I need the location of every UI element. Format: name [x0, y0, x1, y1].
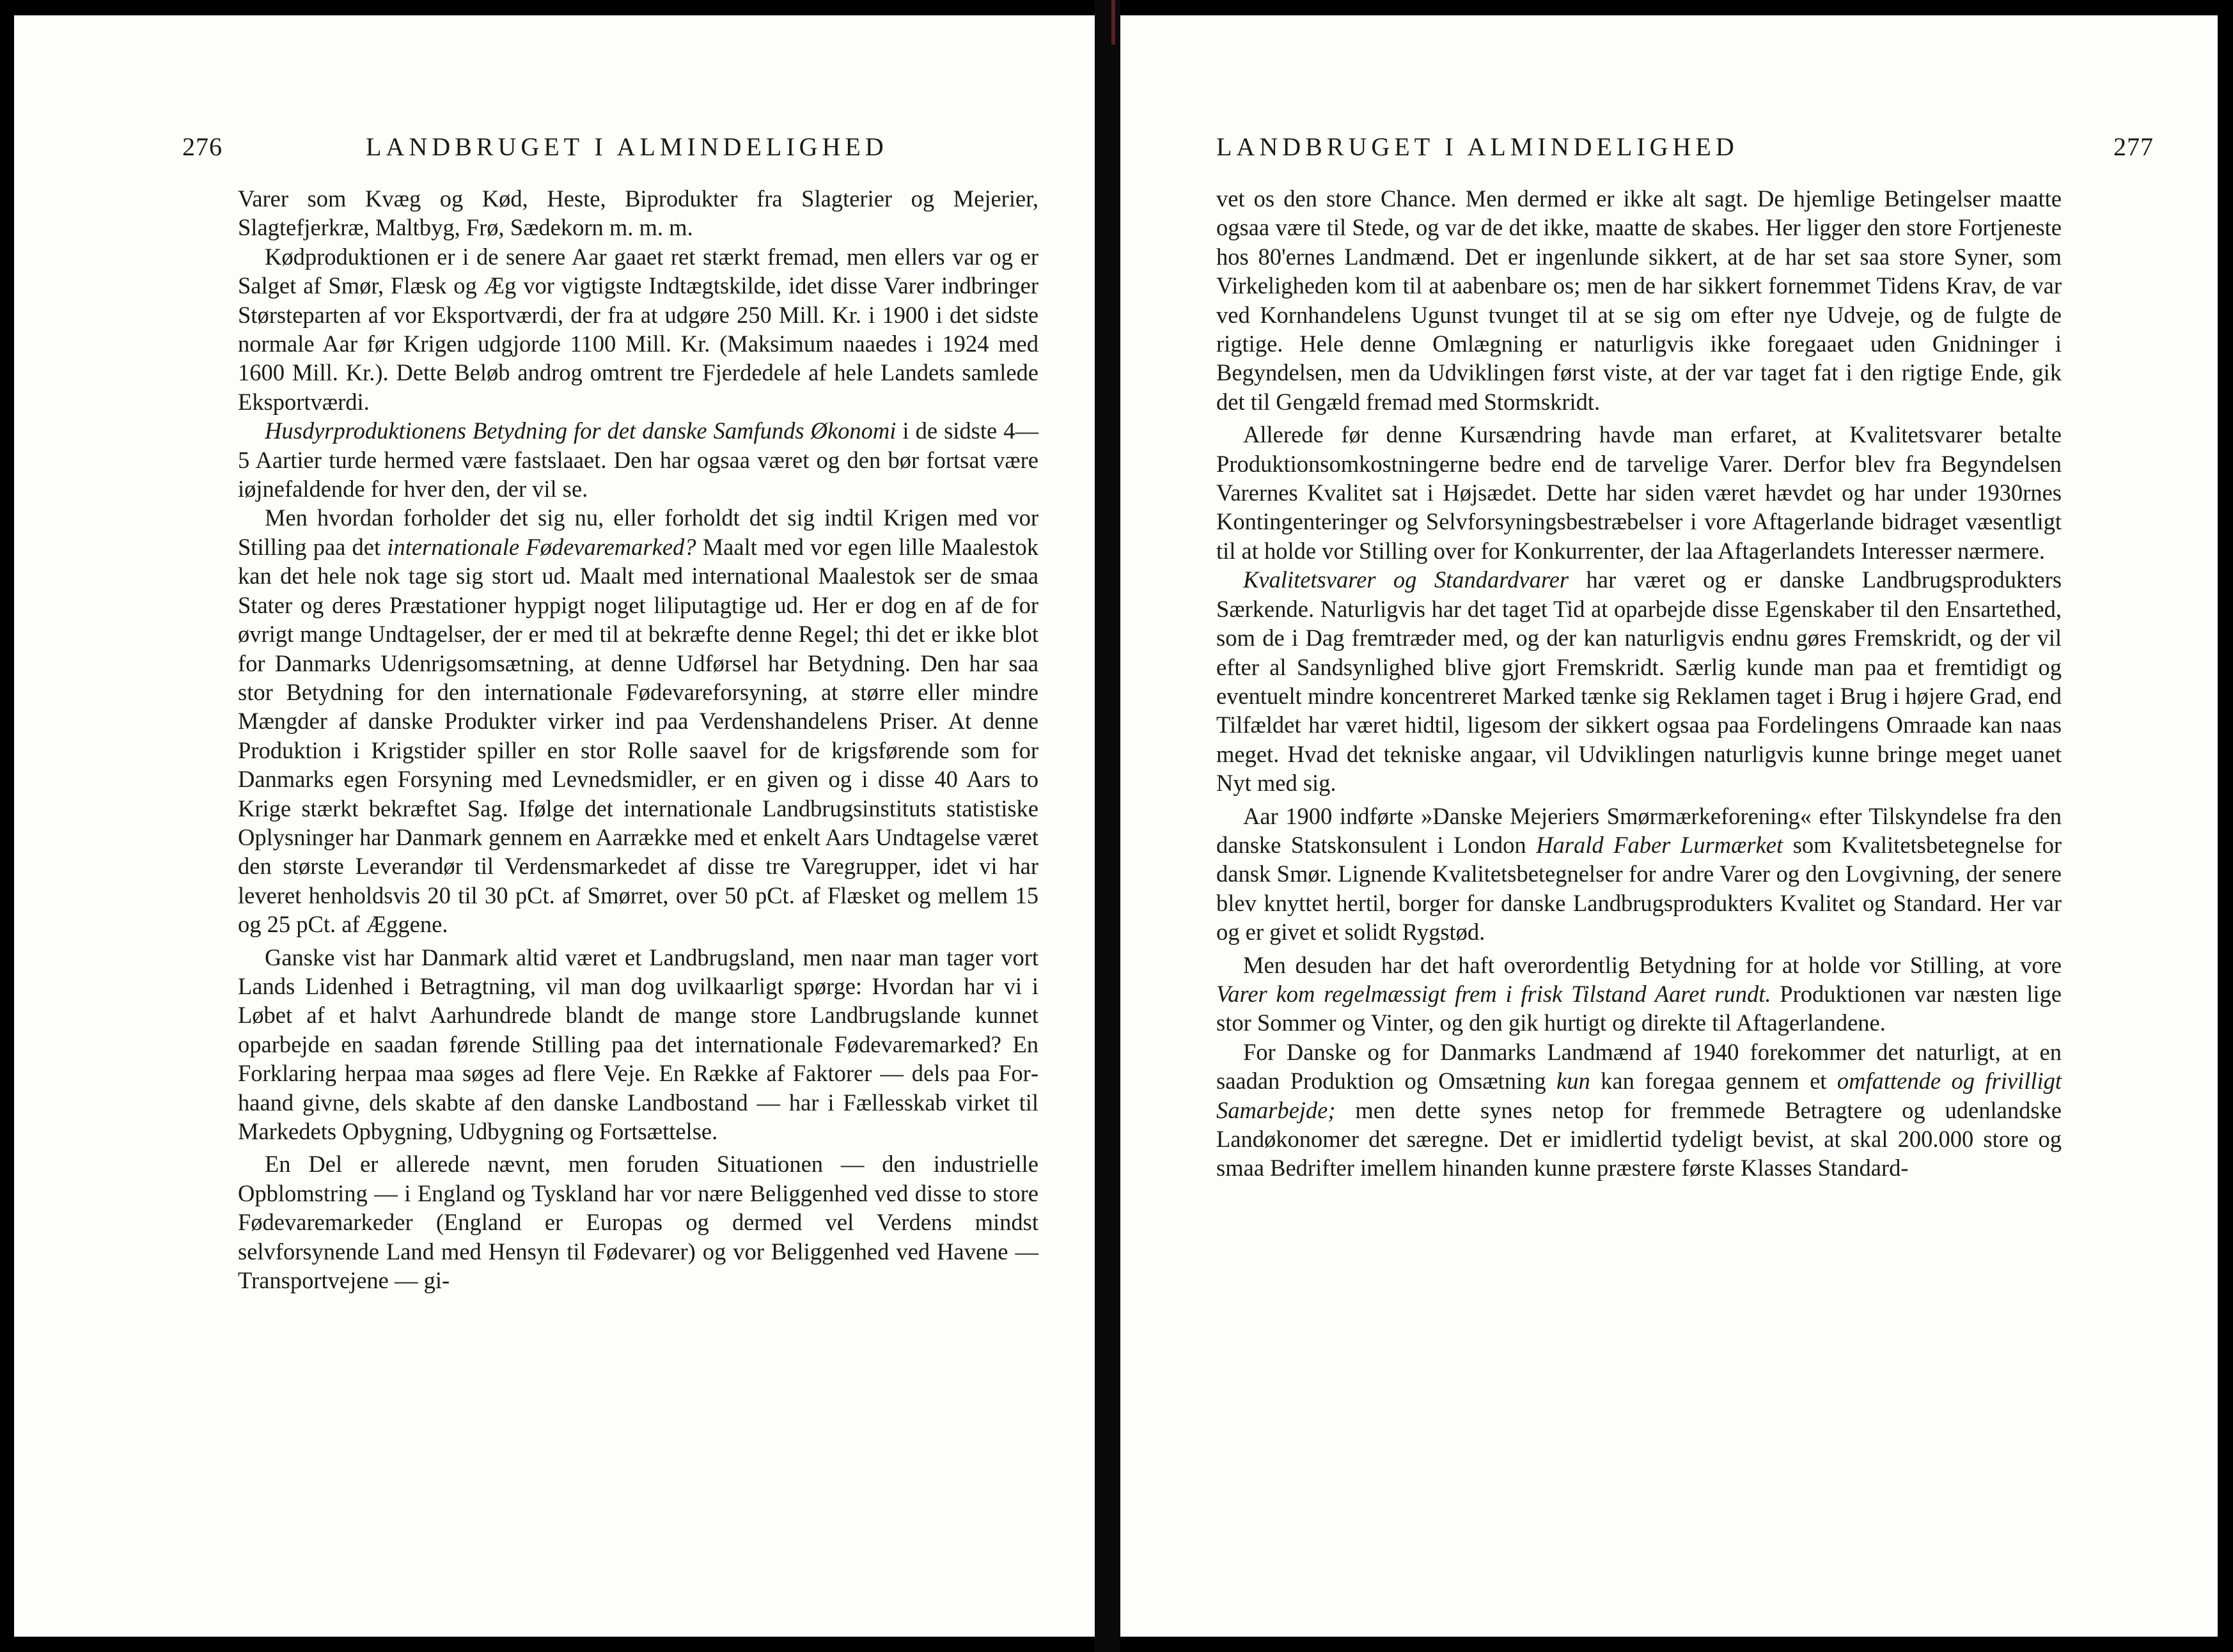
right-body-text [1216, 184, 2062, 1183]
text-run: Maalt med vor egen lille Maalestok kan det hele nok tage sig stort ud. Maalt med international Maalestok ser de smaa Stater og deres Præstationer hyppigt noget liliputagtige ud. Her er dog en af de for øvrigt mange Undtagelser, der er med til at bekræfte denne Regel; thi det er ikke blot for Danmarks Udenrigsomsætning, at denne Udførsel har Betydning. Den har saa stor Betydning for den internationale Fødevareforsyning, at større eller mindre Mængder af danske Produkter virker ind paa Verdenshandelens Priser. At denne Produktion i Krigstider spiller en stor Rolle saavel for de krigsførende som for Danmarks egen Forsyning med Levnedsmidler, er en given og i disse 40 Aars to Krige stærkt bekræftet Sag. Ifølge det internationale Landbrugsinstituts statistiske Oplysninger har Danmark gennem en Aarrække med et enkelt Aars Undtagelse været den største Leverandør til Verdensmarkedet af disse tre Varegrupper, idet vi har leveret henholdsvis 20 til 30 pCt. af Smørret, over 50 pCt. af Flæsket og mellem 15 og 25 pCt. af Æggene. [238, 533, 1038, 938]
paragraph [1216, 802, 2062, 947]
paragraph [238, 242, 1038, 416]
text-run: kan foregaa gennem et [1590, 1068, 1837, 1095]
paragraph [1216, 951, 2062, 1038]
text-run: men dette synes netop for fremmede Betragtere og udenlandske Landøkonomer det særegne. Det er imidlertid tydeligt bevist, at skal 200.000 store og smaa Bedrifter imellem hinanden kunne præstere første Klasses Standard- [1216, 1096, 2062, 1181]
paragraph [238, 1149, 1038, 1295]
left-running-header [182, 128, 980, 166]
text-run: Varer som Kvæg og Kød, Heste, Biprodukter fra Slagterier og Mejerier, Slagtefjerkræ, Maltbyg, Frø, Sædekorn m. m. m. [238, 185, 1038, 241]
paragraph [238, 503, 1038, 939]
text-run: Men desuden har det haft overordentlig Betydning for at holde vor Stilling, at vore [1243, 951, 2062, 978]
running-head-title: LANDBRUGET I ALMINDELIGHED [1216, 132, 1739, 161]
text-run: En Del er allerede nævnt, men foruden Situationen — den industrielle Opblomstring — i England og Tyskland har vor nære Beliggenhed ved disse to store Fødevaremarkeder (England er Europas og dermed vel Verdens mindst selvforsynende Land med Hensyn til Fødevarer) og vor Beliggenhed ved Havene — Transportvejene — gi- [238, 1151, 1038, 1294]
left-page [14, 15, 1095, 1637]
page-number: 277 [2113, 132, 2154, 161]
paragraph [238, 416, 1038, 503]
text-run: i de sidste 4—5 Aartier turde hermed være fastslaaet. Den har ogsaa været og den bør fortsat være iøjnefaldende for hver den, der vil se. [238, 417, 1038, 503]
italic-phrase: Kvalitetsvarer og Standardvarer [1243, 566, 1569, 593]
italic-phrase: internationale Fødevaremarked? [387, 533, 696, 560]
text-run: Ganske vist har Danmark altid været et Landbrugsland, men naar man tager vort Lands Lidenhed i Betragtning, vil man dog uvilkaarligt spørge: Hvordan har vi i Løbet af et halvt Aarhundrede blandt de mange store Landbrugslande kunnet oparbejde en saadan førende Stilling paa det internationale Fødevaremarked? En Forklaring herpaa maa søges ad flere Veje. En Række af Faktorer — dels paa Forhaand givne, dels skabte af den danske Landbostand — har i Fællesskab virket til Markedets Opbygning, Udbygning og Fortsættelse. [238, 944, 1038, 1144]
italic-phrase: Harald Faber Lurmærket [1536, 831, 1783, 858]
right-running-header [1216, 128, 2154, 166]
text-run: vet os den store Chance. Men dermed er ikke alt sagt. De hjemlige Betingelser maatte ogsaa være til Stede, og var de det ikke, maatte de skabes. Her ligger den store Fortjeneste hos 80'ernes Landmænd. Det er ingenlunde sikkert, at de har set saa store Syner, som Virkeligheden kom til at aabenbare os; men de har sikkert fornemmet Tidens Krav, de var ved Kornhandelens Ugunst tvunget til at se sig om efter nye Udveje, og de fulgte de rigtige. Hele denne Omlægning er naturligvis ikke foregaaet uden Gnidninger i Begyndelsen, men da Udviklingen først viste, at der var taget fat i den rigtige Ende, gik det til Gengæld fremad med Stormskridt. [1216, 185, 2062, 415]
text-run: har været og er danske Landbrugsprodukters Særkende. Naturligvis har det taget Tid at oparbejde disse Egenskaber til den Ensartethed, som de i Dag fremtræder med, og der kan naturligvis endnu gøres Fremskridt, og der vil efter al Sandsynlighed blive gjort Fremskridt. Særlig kunde man paa et fremtidigt og eventuelt mindre koncentreret Marked tænke sig Reklamen taget i Brug i højere Grad, end Tilfældet har været hidtil, ligesom der sikkert ogsaa paa Fordelingens Omraade kan naas meget. Hvad det tekniske angaar, vil Udviklingen naturligvis kunne bringe meget uanet Nyt med sig. [1216, 566, 2062, 797]
left-body-text [238, 184, 1038, 1295]
paragraph [1216, 1038, 2062, 1183]
paragraph [238, 943, 1038, 1146]
italic-phrase: omfattende og frivilligt Samarbejde; [1216, 1068, 2062, 1123]
paragraph [238, 184, 1038, 242]
text-run: Men hvordan forholder det sig nu, eller forholdt det sig indtil Krigen med vor Stilling paa det [238, 504, 1038, 560]
text-run: Aar 1900 indførte »Danske Mejeriers Smørmærkeforening« efter Tilskyndelse fra den danske Statskonsulent i London [1216, 802, 2062, 858]
book-gutter [1095, 0, 1120, 1652]
italic-phrase: Varer kom regelmæssigt frem i frisk Tilstand Aaret rundt. [1216, 980, 1771, 1007]
italic-phrase: kun [1556, 1068, 1590, 1095]
paragraph [1216, 184, 2062, 416]
text-run: Produktionen var næsten lige stor Sommer og Vinter, og den gik hurtigt og direkte til Aftagerlandene. [1216, 980, 2062, 1036]
text-run: For Danske og for Danmarks Landmænd af 1940 forekommer det naturligt, at en saadan Produktion og Omsætning [1216, 1038, 2062, 1095]
right-page [1120, 15, 2218, 1637]
binding-mark [1111, 0, 1115, 45]
paragraph [1216, 565, 2062, 797]
text-run: som Kvalitetsbetegnelse for dansk Smør. Lignende Kvalitetsbetegnelser for andre Varer og den Lovgivning, der senere blev knyttet hertil, borger for danske Landbrugsprodukters Kvalitet og Standard. Her var og er givet et solidt Rygstød. [1216, 831, 2062, 946]
page-number: 276 [182, 132, 223, 161]
italic-phrase: Husdyrproduktionens Betydning for det danske Samfunds Økonomi [265, 417, 897, 444]
text-run: Kødproduktionen er i de senere Aar gaaet ret stærkt fremad, men ellers var og er Salget af Smør, Flæsk og Æg vor vigtigste Indtægtskilde, idet disse Varer indbringer Størsteparten af vor Eksportværdi, der fra at udgøre 250 Mill. Kr. i 1900 i det sidste normale Aar før Krigen udgjorde 1100 Mill. Kr. (Maksimum naaedes i 1924 med 1600 Mill. Kr.). Dette Beløb androg omtrent tre Fjerdedele af hele Landets samlede Eksportværdi. [238, 243, 1038, 415]
text-run: Allerede før denne Kursændring havde man erfaret, at Kvalitetsvarer betalte Produktionsomkostningerne bedre end de tarvelige Varer. Derfor blev fra Begyndelsen Varernes Kvalitet sat i Højsædet. Dette har siden været hævdet og har under 1930rnes Kontingenteringer og Selvforsyningsbestræbelser i vore Aftagerlande bidraget væsentligt til at holde vor Stilling over for Konkurrenter, der laa Aftagerlandets Interesser nærmere. [1216, 421, 2062, 564]
paragraph [1216, 420, 2062, 565]
running-head-title: LANDBRUGET I ALMINDELIGHED [366, 132, 888, 161]
